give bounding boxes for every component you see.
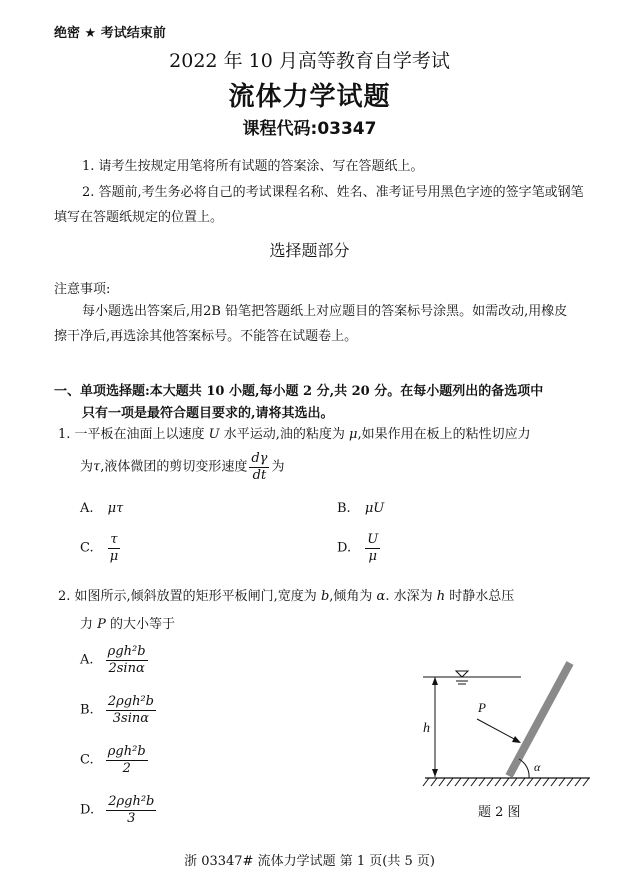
instruction-2-line2: 填写在答题纸规定的位置上。 (54, 210, 224, 225)
depth-arrow-top (432, 677, 438, 685)
part1-heading-line1: 一、单项选择题:本大题共 10 小题,每小题 2 分,共 20 分。在每小题列出的备选项中 (54, 384, 544, 399)
q1-option-c[interactable]: C. $\frac{\tau}{\mu}$ (80, 532, 119, 564)
section-title: 选择题部分 (269, 241, 350, 260)
q2-option-a[interactable]: A. $\frac{\text{ρgh²b}}{2\sin\alpha}$ (80, 644, 146, 676)
q2-stem-line1: 2. 如图所示,倾斜放置的矩形平板闸门,宽度为 b,倾角为 α. 水深为 h 时静水总压 (58, 589, 515, 604)
subject-title: 流体力学试题 (228, 82, 391, 112)
exam-title: 2022 年 10 月高等教育自学考试 (169, 50, 450, 72)
instruction-1: 1. 请考生按规定用笔将所有试题的答案涂、写在答题纸上。 (82, 159, 424, 174)
depth-arrow-bottom (432, 769, 438, 777)
part1-heading-line2: 只有一项是最符合题目要求的,请将其选出。 (82, 406, 334, 421)
q1-stem-line2: 为τ,液体微团的剪切变形速度 $\frac{d\gamma}{dt}$ 为 (80, 451, 285, 483)
q2-figure (405, 655, 605, 790)
q1-stem-line1: 1. 一平板在油面上以速度 U 水平运动,油的粘度为 μ,如果作用在板上的粘性切应力 (58, 427, 531, 442)
notes-label: 注意事项: (54, 282, 111, 297)
q2-stem-line2: 力 P 的大小等于 (80, 617, 176, 632)
instruction-2-line1: 2. 答题前,考生务必将自己的考试课程名称、姓名、准考证号用黑色字迹的签字笔或钢笔 (82, 185, 584, 200)
ground-hatching (423, 778, 589, 786)
q1-option-a[interactable]: A. μτ (80, 501, 124, 516)
q1-option-d[interactable]: D. $\frac{U}{\mu}$ (337, 532, 379, 564)
notes-line-1: 每小题选出答案后,用2B 铅笔把答题纸上对应题目的答案标号涂黑。如需改动,用橡皮 (82, 304, 568, 319)
q1-derivative-fraction: $\frac{d\gamma}{dt}$ (251, 451, 268, 483)
figure-caption: 题 2 图 (478, 805, 521, 820)
course-code: 课程代码:03347 (242, 119, 377, 139)
q2-option-b[interactable]: B. $\frac{\text{2ρgh²b}}{3\sin\alpha}$ (80, 694, 154, 726)
page-footer: 浙 03347# 流体力学试题 第 1 页(共 5 页) (184, 854, 435, 869)
secret-label: 绝密 ★ 考试结束前 (54, 26, 166, 41)
angle-label-alpha: α (534, 760, 541, 774)
pressure-label-p: P (478, 700, 486, 715)
q1-option-b[interactable]: B. μU (337, 501, 385, 516)
q2-option-d[interactable]: D. $\frac{\text{2ρgh²b}}{3}$ (80, 794, 155, 826)
depth-label-h: h (423, 721, 430, 736)
notes-line-2: 擦干净后,再选涂其他答案标号。不能答在试题卷上。 (54, 329, 358, 344)
q2-option-c[interactable]: C. $\frac{\text{ρgh²b}}{2}$ (80, 744, 146, 776)
pressure-arrow-line (477, 719, 518, 741)
pressure-arrow-head (512, 736, 521, 743)
